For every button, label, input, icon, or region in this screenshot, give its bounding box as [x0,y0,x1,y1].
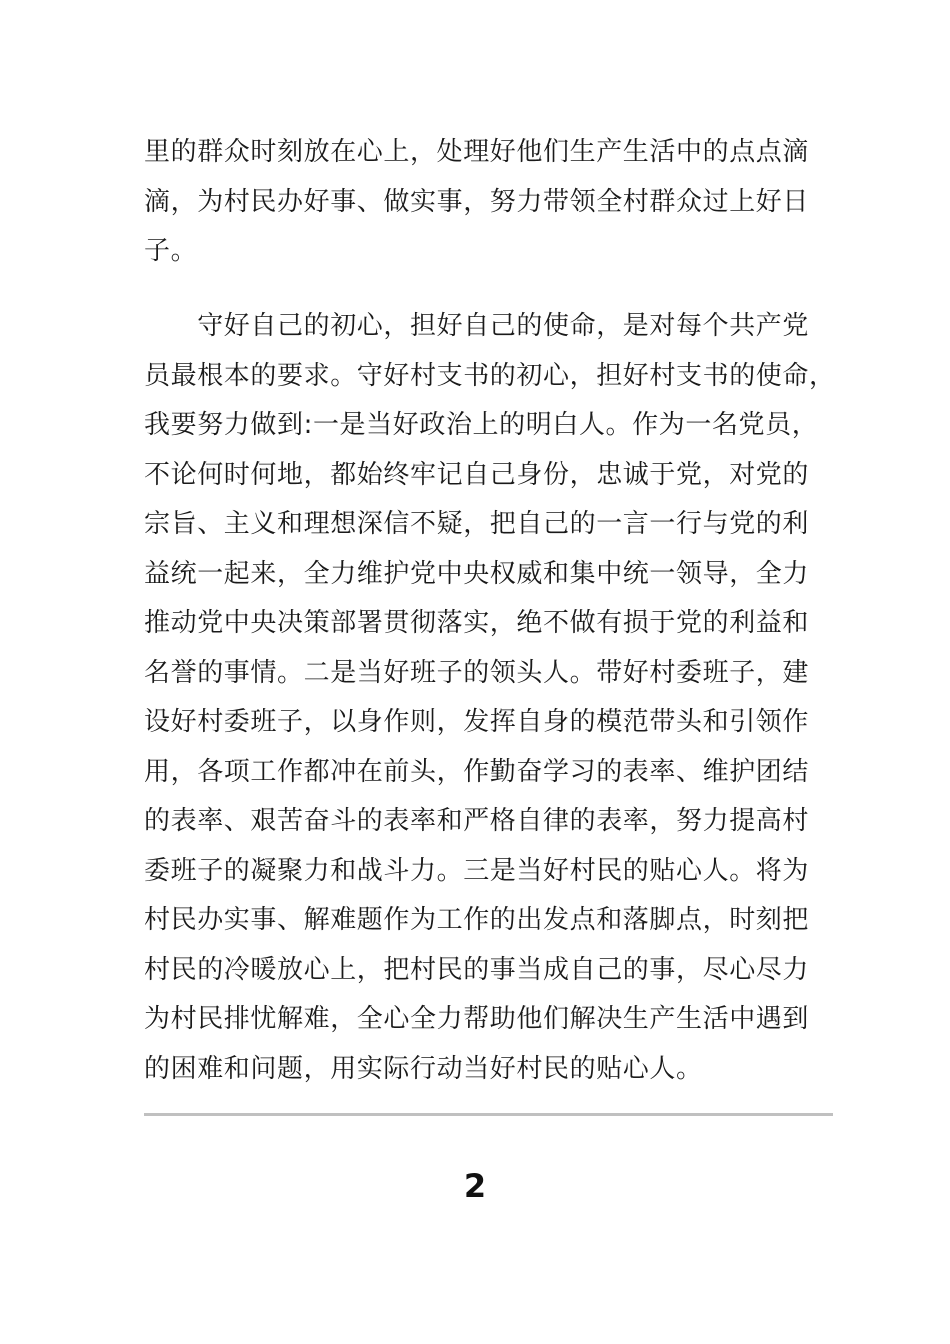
text-line: 村民的冷暖放心上，把村民的事当成自己的事，尽心尽力 [144,954,810,985]
footer-divider [144,1113,833,1116]
text-line: 的困难和问题，用实际行动当好村民的贴心人。 [144,1053,703,1084]
text-line: 宗旨、主义和理想深信不疑，把自己的一言一行与党的利 [144,509,810,539]
text-line: 名誉的事情。二是当好班子的领头人。带好村委班子，建 [144,657,810,688]
text-line: 益统一起来，全力维护党中央权威和集中统一领导，全力 [144,558,810,589]
text-line: 滴，为村民办好事、做实事，努力带领全村群众过上好日 [144,186,810,217]
text-line: 委班子的凝聚力和战斗力。三是当好村民的贴心人。将为 [144,855,810,886]
text-line: 不论何时何地，都始终牢记自己身份，忠诚于党，对党的 [144,459,810,490]
text-line: 村民办实事、解难题作为工作的出发点和落脚点，时刻把 [144,905,810,935]
text-line: 守好自己的初心，担好自己的使命，是对每个共产党 [144,311,810,341]
text-line: 我要努力做到:一是当好政治上的明白人。作为一名党员， [144,410,819,440]
text-line: 子。 [144,236,198,266]
paragraph-continuation [144,128,810,277]
text-line: 为村民排忧解难，全心全力帮助他们解决生产生活中遇到 [144,1004,810,1034]
text-line: 推动党中央决策部署贯彻落实，绝不做有损于党的利益和 [144,608,810,638]
text-line: 设好村委班子，以身作则，发挥自身的模范带头和引领作 [144,707,810,737]
paragraph-main [144,302,836,1094]
text-line: 里的群众时刻放在心上，处理好他们生产生活中的点点滴 [144,137,810,167]
text-line: 用，各项工作都冲在前头，作勤奋学习的表率、维护团结 [144,756,810,787]
page-number: 2 [463,1167,487,1205]
text-line: 员最根本的要求。守好村支书的初心，担好村支书的使命， [144,360,836,391]
text-line: 的表率、艰苦奋斗的表率和严格自律的表率，努力提高村 [144,806,810,836]
